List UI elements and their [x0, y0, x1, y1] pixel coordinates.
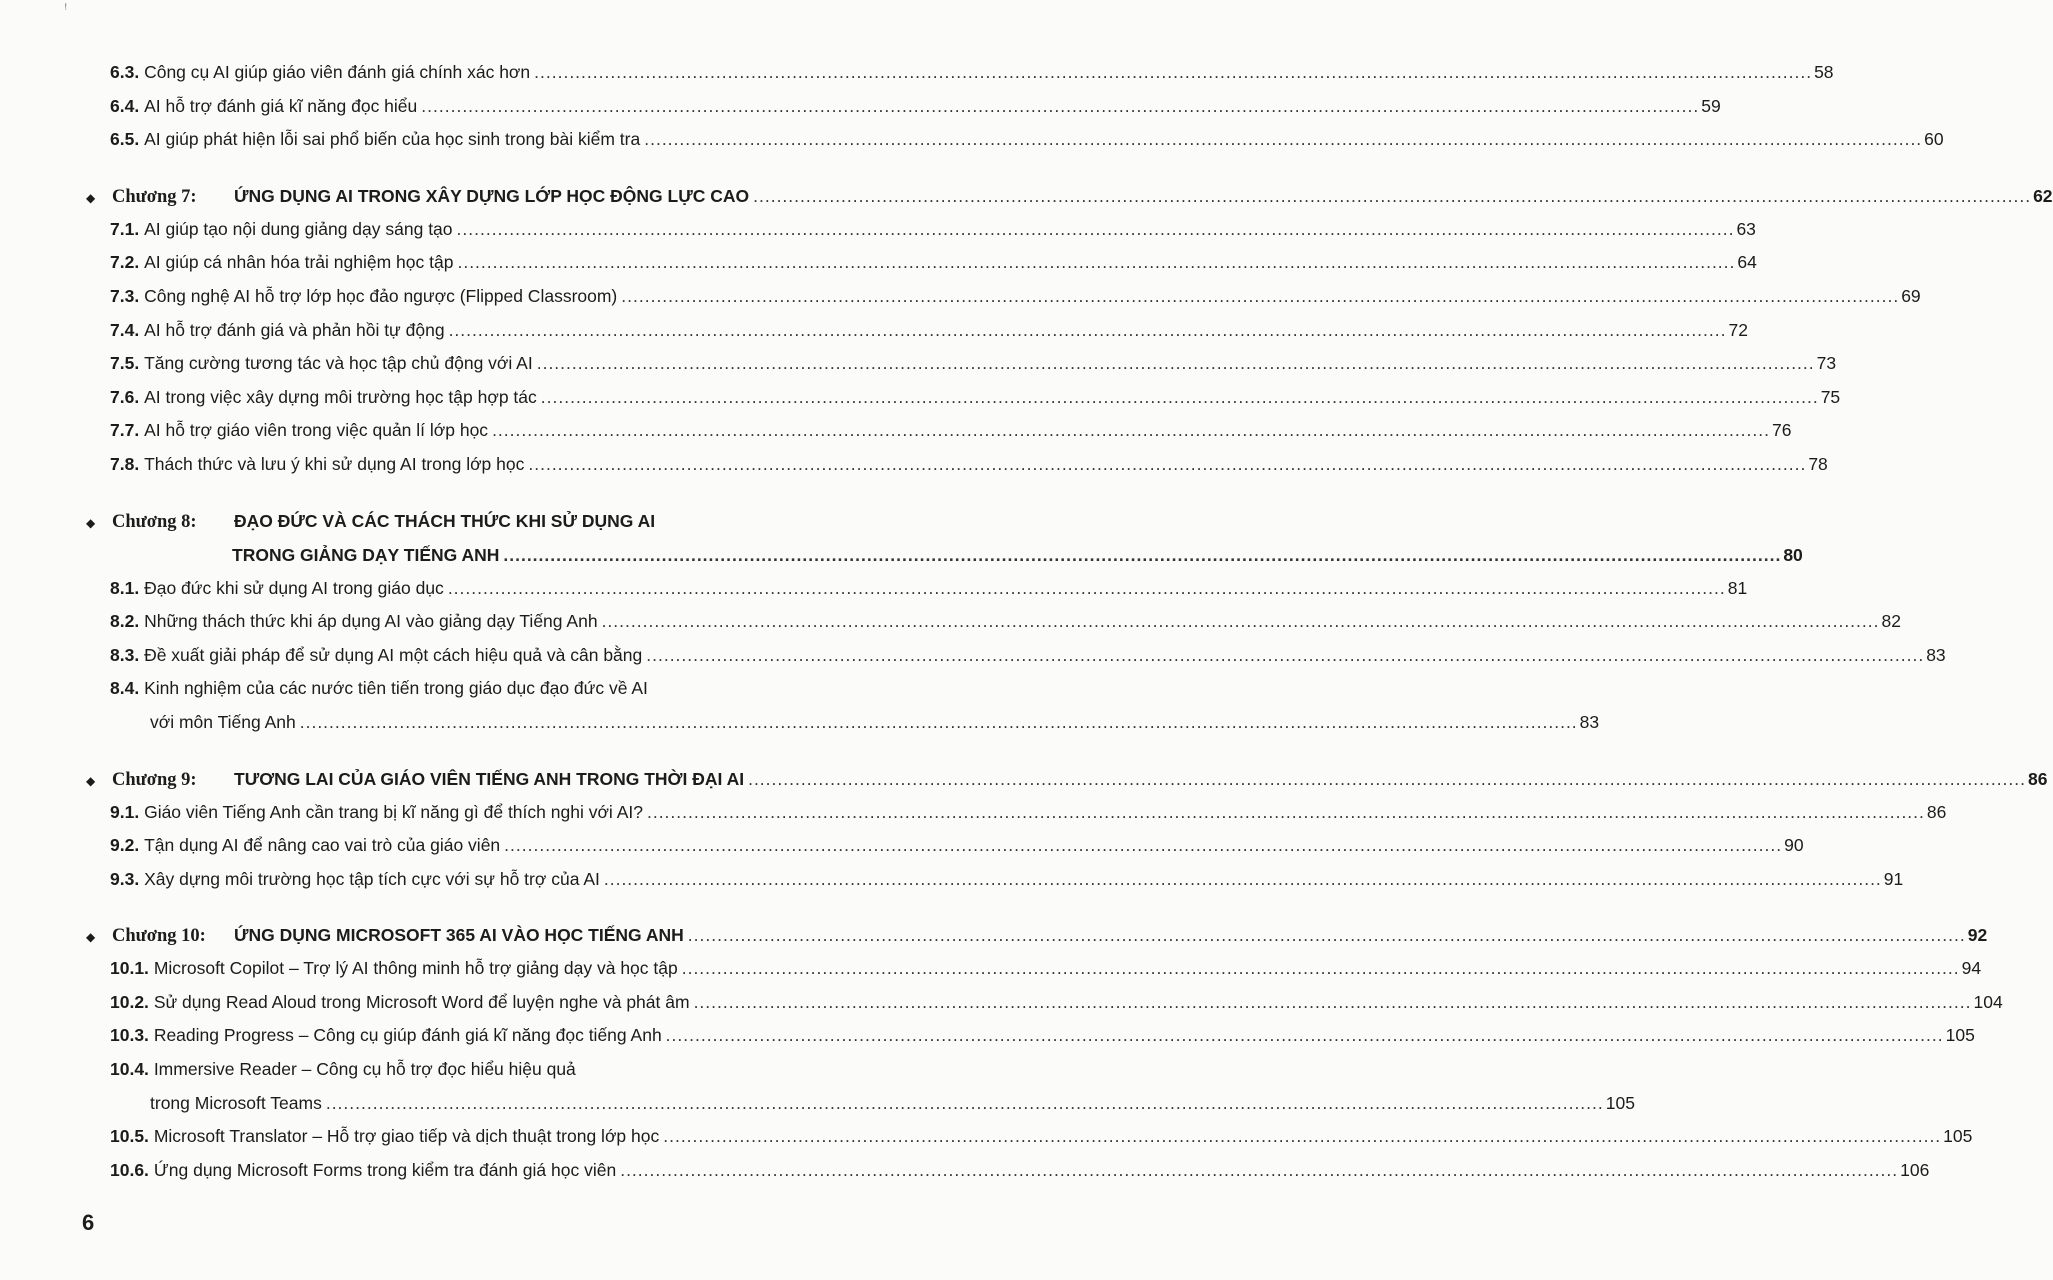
dot-leader [663, 1120, 1941, 1154]
section-gap [84, 157, 850, 179]
chapter-entry [84, 179, 2053, 213]
chapter-page: 80 [1783, 544, 1803, 565]
entry-title: AI giúp tạo nội dung giảng dạy sáng tạo [144, 218, 453, 239]
section-gap [84, 740, 850, 762]
entry-number: 6.3. [110, 62, 140, 82]
dot-leader [503, 538, 1781, 572]
section-gap [84, 896, 850, 918]
toc-entry [84, 639, 1946, 673]
chapter-page: 86 [2028, 768, 2048, 789]
chapter-title-continued-row [84, 538, 1803, 572]
toc-entry [84, 56, 1834, 90]
entry-number: 7.8. [110, 453, 140, 474]
entry-number: 7.6. [110, 386, 140, 407]
dot-leader [647, 796, 1925, 830]
dot-leader [504, 829, 1782, 863]
entry-title: AI trong việc xây dựng môi trường học tập hợp tác [144, 386, 537, 407]
dot-leader [326, 1087, 1604, 1121]
toc-entry [84, 381, 1841, 415]
entry-page: 81 [1727, 577, 1748, 598]
dot-leader [604, 863, 1882, 897]
chapter-title: ỨNG DỤNG AI TRONG XÂY DỰNG LỚP HỌC ĐỘNG LỰC CAO [234, 185, 750, 206]
entry-number: 7.2. [110, 252, 140, 273]
entry-page: 75 [1820, 386, 1841, 407]
toc-entry [84, 1154, 1930, 1188]
entry-title: Kinh nghiệm của các nước tiên tiến trong giáo dục đạo đức về AI [144, 678, 648, 699]
toc-entry [84, 986, 2003, 1020]
entry-page: 106 [1900, 1159, 1930, 1180]
dot-leader [421, 90, 1699, 124]
entry-title: Đạo đức khi sử dụng AI trong giáo dục [144, 577, 444, 598]
entry-number: 7.3. [110, 285, 140, 306]
entry-number: 8.1. [110, 577, 140, 598]
entry-number: 7.1. [110, 218, 140, 239]
entry-title: Reading Progress – Công cụ giúp đánh giá kĩ năng đọc tiếng Anh [153, 1025, 662, 1046]
dot-leader [300, 706, 1578, 740]
entry-page: 86 [1926, 801, 1947, 822]
toc-entry [84, 90, 1721, 124]
scan-mark: ꜝ [64, 4, 68, 18]
dot-leader [666, 1019, 1944, 1053]
entry-number: 10.6. [110, 1159, 149, 1180]
entry-number: 8.3. [110, 644, 140, 665]
table-of-contents [84, 56, 2053, 1187]
toc-entry [84, 829, 1804, 863]
entry-number: 10.4. [110, 1059, 149, 1080]
dot-leader [492, 414, 1770, 448]
chapter-entry [84, 918, 1988, 952]
dot-leader [457, 246, 1735, 280]
entry-page: 58 [1814, 62, 1834, 82]
entry-title: AI giúp cá nhân hóa trải nghiệm học tập [144, 252, 454, 273]
entry-title: Microsoft Translator – Hỗ trợ giao tiếp và dịch thuật trong lớp học [153, 1126, 660, 1147]
entry-page: 90 [1784, 835, 1804, 856]
toc-entry [84, 246, 1757, 280]
toc-entry [84, 572, 1748, 606]
toc-entry [84, 347, 1837, 381]
chapter-label: Chương 10: [112, 926, 206, 947]
entry-title: Tận dụng AI để nâng cao vai trò của giáo viên [144, 835, 501, 856]
diamond-bullet-icon: ◆ [86, 773, 96, 788]
entry-page: 91 [1883, 868, 1904, 889]
toc-entry [84, 213, 1756, 247]
dot-leader [621, 280, 1899, 314]
entry-title: AI giúp phát hiện lỗi sai phổ biến của học sinh trong bài kiểm tra [144, 129, 641, 150]
entry-number: 10.5. [110, 1126, 149, 1147]
entry-page: 105 [1945, 1025, 1975, 1046]
entry-page: 82 [1881, 611, 1901, 632]
dot-leader [457, 213, 1735, 247]
entry-page: 105 [1605, 1092, 1635, 1113]
toc-entry [84, 863, 1904, 897]
dot-leader [449, 314, 1727, 348]
dot-leader [448, 572, 1726, 606]
entry-title: Công cụ AI giúp giáo viên đánh giá chính xác hơn [144, 62, 531, 82]
entry-number: 9.2. [110, 835, 140, 856]
entry-page: 64 [1737, 252, 1757, 273]
dot-leader [537, 347, 1815, 381]
entry-title: AI hỗ trợ đánh giá kĩ năng đọc hiểu [144, 95, 418, 116]
toc-entry [84, 314, 1748, 348]
entry-number: 8.4. [110, 678, 140, 699]
entry-title: Ứng dụng Microsoft Forms trong kiểm tra đánh giá học viên [153, 1159, 617, 1180]
entry-number: 9.3. [110, 868, 140, 889]
toc-entry [84, 448, 1828, 482]
entry-page: 59 [1701, 95, 1721, 116]
entry-title-continued: trong Microsoft Teams [150, 1092, 322, 1113]
entry-title: AI hỗ trợ giáo viên trong việc quản lí lớp học [144, 420, 489, 441]
toc-entry [84, 414, 1792, 448]
entry-number: 10.1. [110, 958, 149, 979]
entry-title: Đề xuất giải pháp để sử dụng AI một cách hiệu quả và cân bằng [144, 644, 643, 665]
entry-page: 72 [1728, 319, 1748, 340]
chapter-page: 92 [1967, 925, 1988, 946]
toc-entry [84, 952, 1982, 986]
dot-leader [528, 448, 1806, 482]
chapter-title-continued: TRONG GIẢNG DẠY TIẾNG ANH [232, 544, 500, 565]
dot-leader [694, 986, 1972, 1020]
chapter-entry [84, 762, 2048, 796]
entry-page: 76 [1772, 420, 1792, 441]
entry-title: Công nghệ AI hỗ trợ lớp học đảo ngược (Flipped Classroom) [144, 285, 618, 306]
entry-number: 6.4. [110, 95, 140, 116]
entry-page: 63 [1736, 218, 1756, 239]
entry-page: 60 [1924, 129, 1944, 150]
entry-title: AI hỗ trợ đánh giá và phản hồi tự động [144, 319, 445, 340]
entry-number: 7.4. [110, 319, 140, 340]
dot-leader [534, 56, 1812, 90]
dot-leader [646, 639, 1924, 673]
chapter-title: ỨNG DỤNG MICROSOFT 365 AI VÀO HỌC TIẾNG ANH [234, 925, 684, 946]
entry-number: 10.3. [110, 1025, 149, 1046]
entry-title: Giáo viên Tiếng Anh cần trang bị kĩ năng gì để thích nghi với AI? [144, 801, 643, 822]
entry-number: 8.2. [110, 611, 140, 632]
entry-number: 9.1. [110, 801, 140, 822]
toc-entry [84, 1053, 850, 1087]
diamond-bullet-icon: ◆ [86, 515, 96, 530]
entry-title: Xây dựng môi trường học tập tích cực với sự hỗ trợ của AI [144, 868, 600, 889]
chapter-label: Chương 9: [112, 769, 197, 790]
diamond-bullet-icon: ◆ [86, 190, 96, 205]
chapter-label: Chương 7: [112, 186, 197, 207]
entry-title-continued: với môn Tiếng Anh [150, 711, 296, 732]
entry-number: 10.2. [110, 991, 149, 1012]
entry-title: Những thách thức khi áp dụng AI vào giảng dạy Tiếng Anh [144, 611, 598, 632]
toc-entry [84, 605, 1901, 639]
section-gap [84, 482, 850, 504]
entry-title: Microsoft Copilot – Trợ lý AI thông minh hỗ trợ giảng dạy và học tập [153, 958, 678, 979]
toc-entry-continued [84, 706, 1600, 740]
dot-leader [688, 918, 1966, 952]
entry-page: 104 [1973, 991, 2003, 1012]
chapter-title: TƯƠNG LAI CỦA GIÁO VIÊN TIẾNG ANH TRONG THỜI ĐẠI AI [234, 768, 745, 789]
dot-leader [620, 1154, 1898, 1188]
chapter-title: ĐẠO ĐỨC VÀ CÁC THÁCH THỨC KHI SỬ DỤNG AI [234, 510, 656, 531]
entry-page: 83 [1579, 711, 1600, 732]
entry-page: 78 [1808, 453, 1828, 474]
toc-entry [84, 796, 1947, 830]
page-number: 6 [82, 1210, 95, 1235]
entry-title: Sử dụng Read Aloud trong Microsoft Word để luyện nghe và phát âm [153, 991, 690, 1012]
entry-number: 7.5. [110, 353, 140, 374]
dot-leader [644, 123, 1922, 157]
chapter-entry [84, 504, 850, 538]
dot-leader [602, 605, 1880, 639]
toc-entry [84, 280, 1921, 314]
entry-title: Thách thức và lưu ý khi sử dụng AI trong lớp học [144, 453, 525, 474]
entry-title: Tăng cường tương tác và học tập chủ động với AI [144, 353, 533, 374]
dot-leader [748, 762, 2026, 796]
toc-entry-continued [84, 1087, 1635, 1121]
chapter-page: 62 [2033, 185, 2053, 206]
toc-entry [84, 1120, 1973, 1154]
chapter-label: Chương 8: [112, 511, 197, 532]
entry-page: 69 [1901, 285, 1921, 306]
dot-leader [753, 179, 2031, 213]
toc-entry [84, 672, 850, 706]
entry-number: 7.7. [110, 420, 140, 441]
entry-page: 83 [1926, 644, 1946, 665]
entry-title: Immersive Reader – Công cụ hỗ trợ đọc hiểu hiệu quả [153, 1059, 576, 1080]
entry-number: 6.5. [110, 129, 140, 150]
toc-entry [84, 123, 1944, 157]
dot-leader [541, 381, 1819, 415]
diamond-bullet-icon: ◆ [86, 930, 96, 945]
toc-entry [84, 1019, 1975, 1053]
entry-page: 73 [1816, 353, 1837, 374]
entry-page: 105 [1943, 1126, 1973, 1147]
entry-page: 94 [1961, 958, 1982, 979]
dot-leader [682, 952, 1960, 986]
